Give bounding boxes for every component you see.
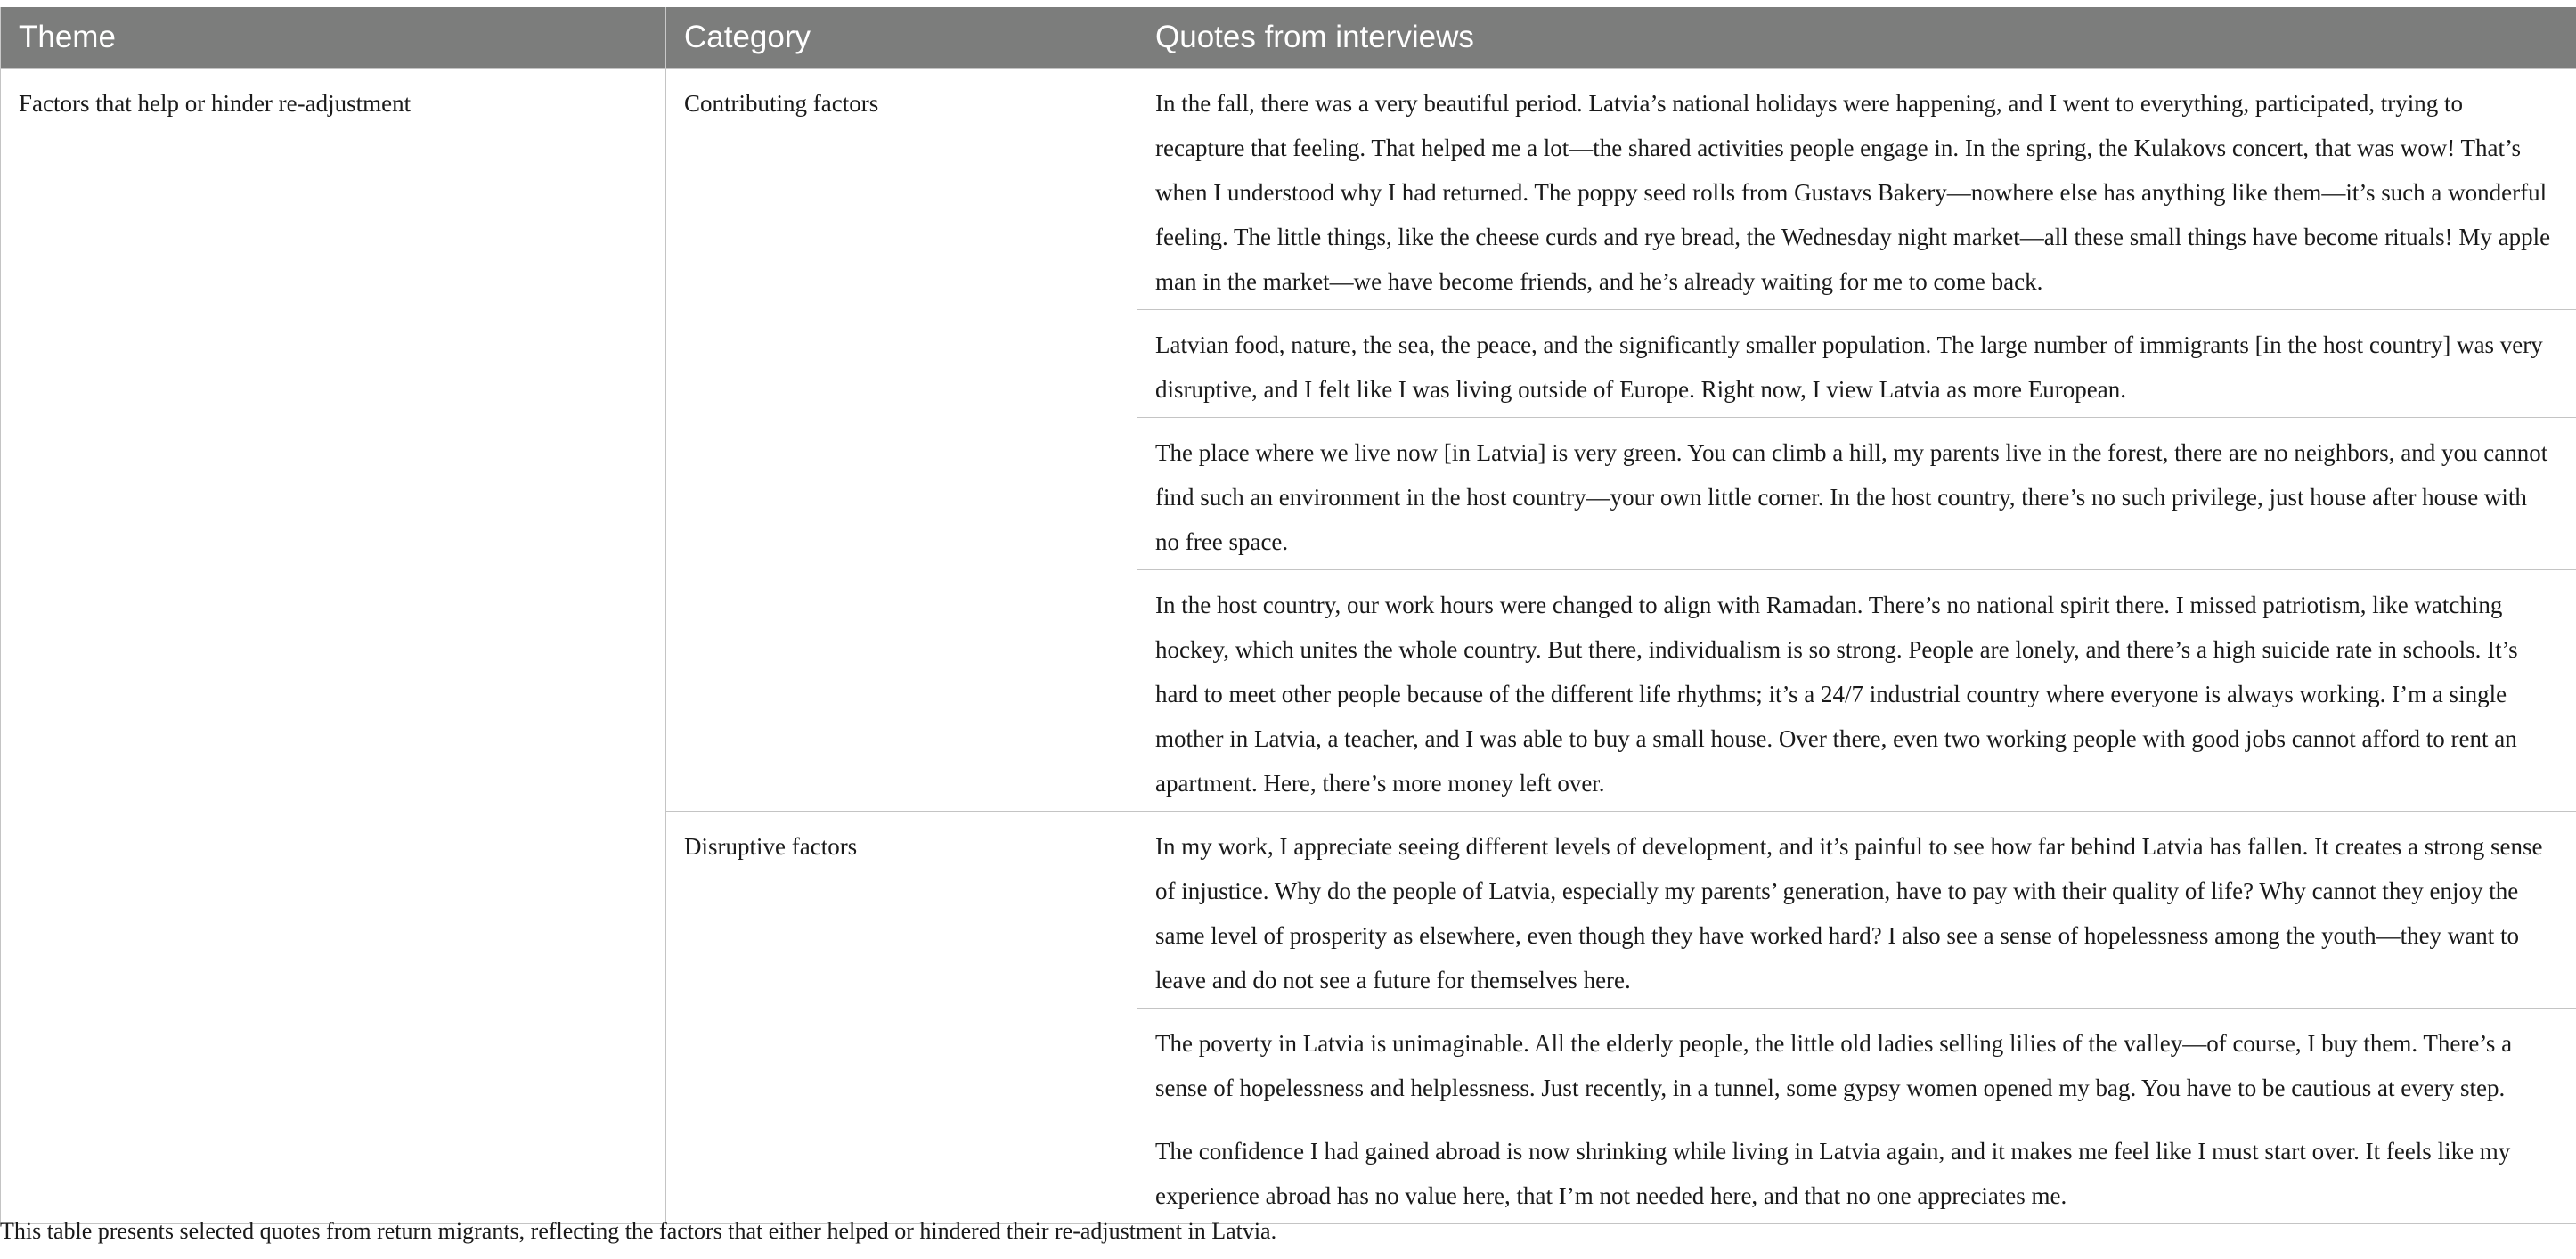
quote-cell: The place where we live now [in Latvia] is very green. You can climb a hill, my parents live in the forest, there are no neighbors, and you cannot find such an environment in the host country—your own little corner. In the host country, there’s no such privilege, just house after house with no free space. — [1137, 418, 2576, 570]
header-category: Category — [666, 7, 1137, 69]
quotes-table — [0, 7, 2576, 1224]
category-cell-contributing: Contributing factors — [666, 69, 1137, 812]
header-quotes: Quotes from interviews — [1137, 7, 2576, 69]
quote-cell: The poverty in Latvia is unimaginable. All the elderly people, the little old ladies selling lilies of the valley—of course, I buy them. There’s a sense of hopelessness and helplessness. Just recently, in a tunnel, some gypsy women opened my bag. You have to be cautious at every step. — [1137, 1009, 2576, 1116]
header-theme: Theme — [1, 7, 666, 69]
table-row — [1, 69, 2576, 310]
quote-cell: The confidence I had gained abroad is now shrinking while living in Latvia again, and it makes me feel like I must start over. It feels like my experience abroad has no value here, that I’m not needed here, and that no one appreciates me. — [1137, 1116, 2576, 1224]
category-cell-disruptive: Disruptive factors — [666, 812, 1137, 1224]
quote-cell: In the fall, there was a very beautiful period. Latvia’s national holidays were happening, and I went to everything, participated, trying to recapture that feeling. That helped me a lot—the shared activities people engage in. In the spring, the Kulakovs concert, that was wow! That’s when I understood why I had returned. The poppy seed rolls from Gustavs Bakery—nowhere else has anything like them—it’s such a wonderful feeling. The little things, like the cheese curds and rye bread, the Wednesday night market—all these small things have become rituals! My apple man in the market—we have become friends, and he’s already waiting for me to come back. — [1137, 69, 2576, 310]
quote-cell: Latvian food, nature, the sea, the peace, and the significantly smaller population. The large number of immigrants [in the host country] was very disruptive, and I felt like I was living outside of Europe. Right now, I view Latvia as more European. — [1137, 310, 2576, 418]
table-footnote: This table presents selected quotes from return migrants, reflecting the factors that either helped or hindered their re-adjustment in Latvia. — [0, 1218, 1277, 1244]
quote-cell: In my work, I appreciate seeing different levels of development, and it’s painful to see how far behind Latvia has fallen. It creates a strong sense of injustice. Why do the people of Latvia, especially my parents’ generation, have to pay with their quality of life? Why cannot they enjoy the same level of prosperity as elsewhere, even though they have worked hard? I also see a sense of hopelessness among the youth—they want to leave and do not see a future for themselves here. — [1137, 812, 2576, 1009]
quote-cell: In the host country, our work hours were changed to align with Ramadan. There’s no national spirit there. I missed patriotism, like watching hockey, which unites the whole country. But there, individualism is so strong. People are lonely, and there’s a high suicide rate in schools. It’s hard to meet other people because of the different life rhythms; it’s a 24/7 industrial country where everyone is always working. I’m a single mother in Latvia, a teacher, and I was able to buy a small house. Over there, even two working people with good jobs cannot afford to rent an apartment. Here, there’s more money left over. — [1137, 570, 2576, 812]
table-header-row — [1, 7, 2576, 69]
theme-cell: Factors that help or hinder re-adjustment — [1, 69, 666, 1224]
